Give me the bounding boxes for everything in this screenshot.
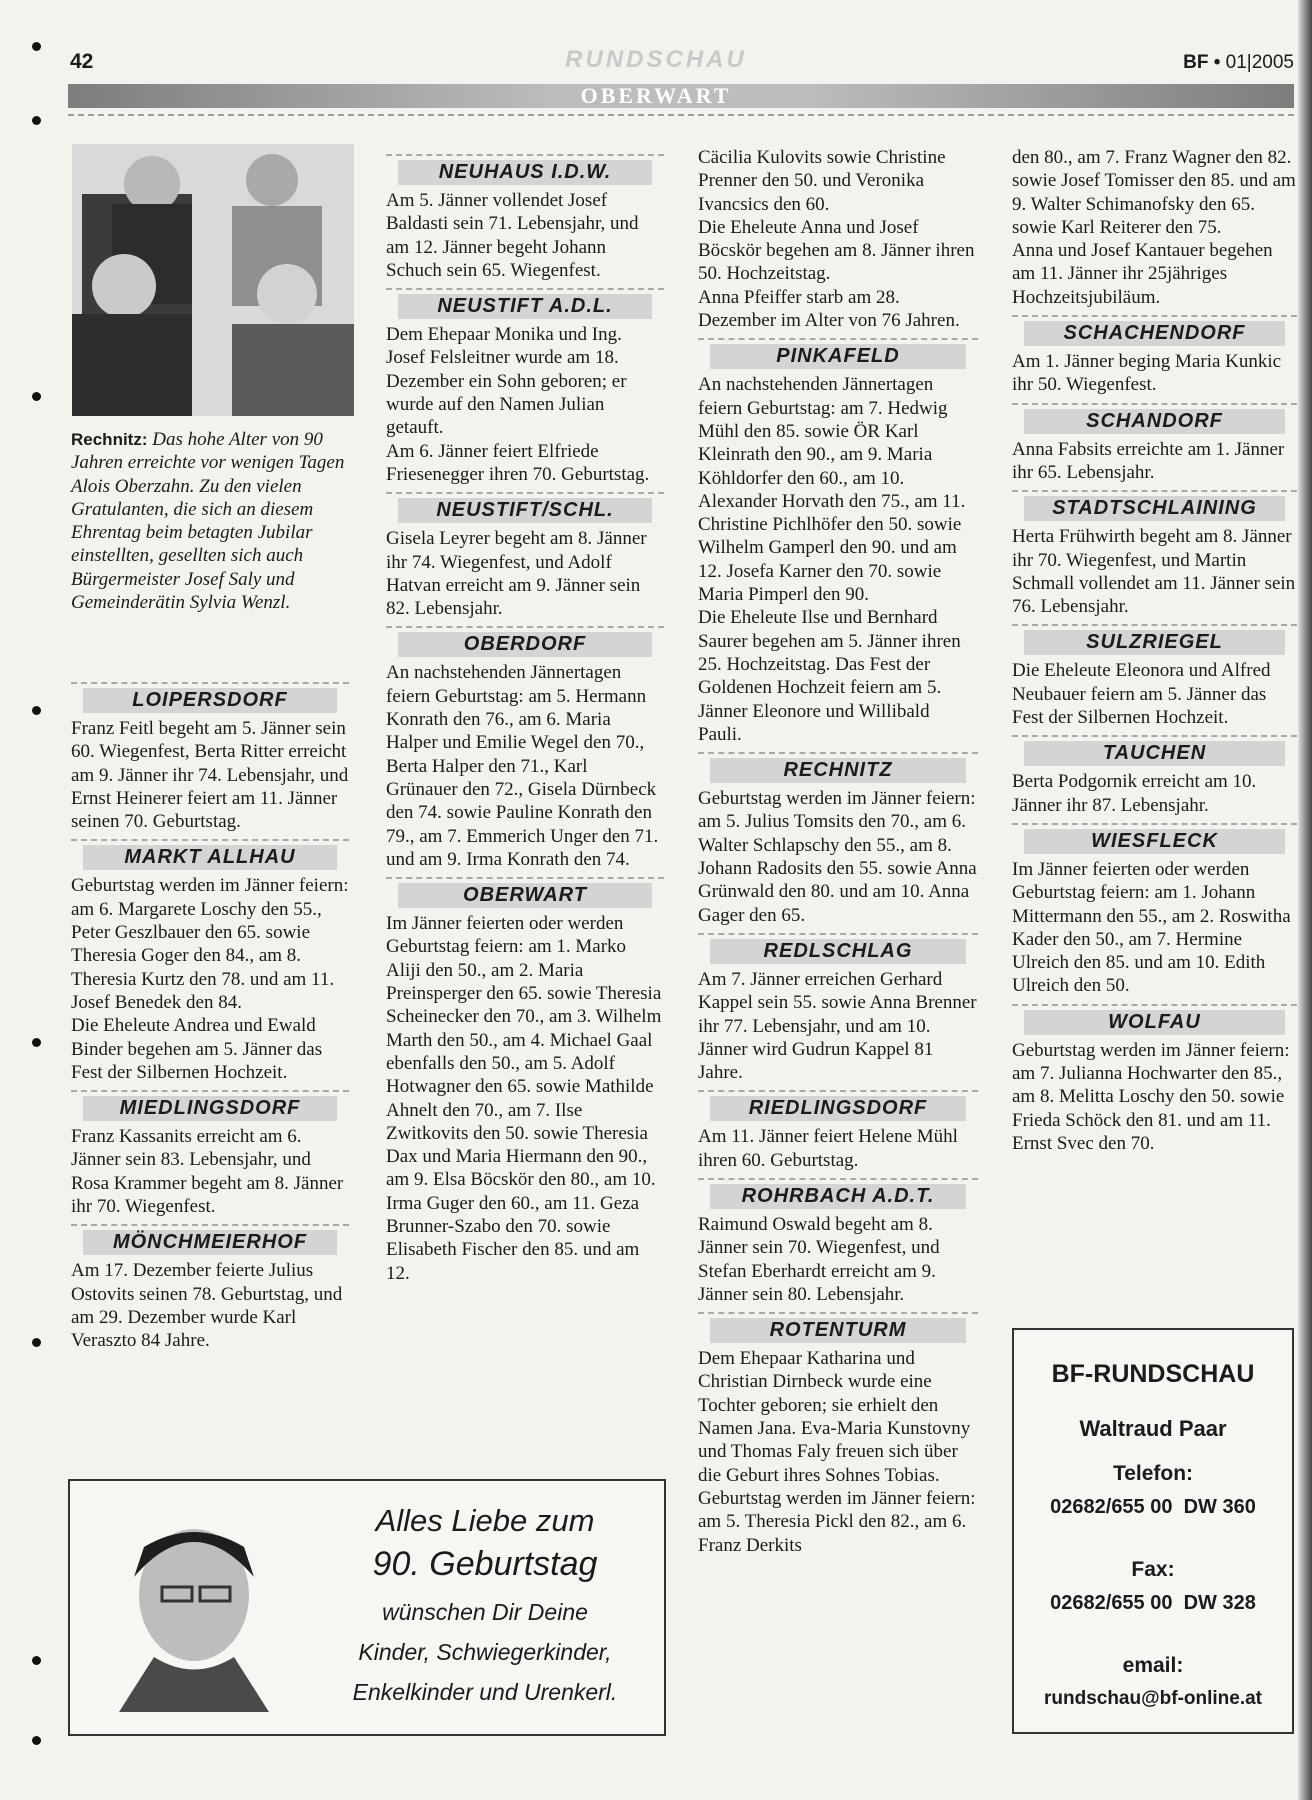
- heading-rule: [1012, 823, 1297, 825]
- heading-rule: [386, 288, 664, 290]
- place-heading: MIEDLINGSDORF: [83, 1096, 337, 1121]
- place-heading: STADTSCHLAINING: [1024, 496, 1285, 521]
- announcement-text: Die Eheleute Eleonora und Alfred Neubauer feiern am 5. Jänner das Fest der Silbernen Hochzeit.: [1012, 660, 1271, 729]
- column-2: [386, 148, 664, 1285]
- binding-hole: [32, 116, 41, 125]
- place-heading: RIEDLINGSDORF: [710, 1096, 966, 1121]
- place-heading: WIESFLECK: [1024, 829, 1285, 854]
- section-heading: [1012, 624, 1297, 655]
- heading-rule: [698, 1090, 978, 1092]
- email-address[interactable]: rundschau@bf-online.at: [1043, 1688, 1263, 1709]
- email-label: email:: [1122, 1654, 1184, 1677]
- announcement-text: Raimund Oswald begeht am 8. Jänner sein 70. Wiegenfest, und Stefan Eberhardt erreicht am 9. Jänner sein 80. Lebensjahr.: [698, 1213, 940, 1305]
- section-heading: [698, 1312, 978, 1343]
- announcement-text: Gisela Leyrer begeht am 8. Jänner ihr 74. Wiegenfest, und Adolf Hatvan erreicht am 9. Jänner sein 82. Lebensjahr.: [386, 528, 647, 620]
- heading-rule: [386, 154, 664, 156]
- publication-kicker: RUNDSCHAU: [565, 46, 747, 73]
- page-edge-shadow: [1298, 0, 1312, 1800]
- section-heading: [386, 626, 664, 657]
- heading-rule: [1012, 315, 1297, 317]
- section-heading: [1012, 823, 1297, 854]
- place-heading: ROTENTURM: [710, 1318, 966, 1343]
- column-3: [698, 146, 978, 1557]
- heading-rule: [71, 1090, 349, 1092]
- section-title: OBERWART: [580, 83, 732, 108]
- binding-hole: [32, 1736, 41, 1745]
- binding-hole: [32, 1038, 41, 1047]
- column-1: [71, 676, 349, 1353]
- fax-label: Fax:: [1131, 1558, 1175, 1581]
- section-heading: [1012, 735, 1297, 766]
- announcement-text: Herta Frühwirth begeht am 8. Jänner ihr 70. Wiegenfest, und Martin Schmall vollendet am 11. Jänner sein 76. Lebensjahr.: [1012, 526, 1296, 618]
- announcement-text: den 80., am 7. Franz Wagner den 82. sowie Josef Tomisser den 85. und am 9. Walter Schimanofsky den 65. sowie Karl Reiterer den 75. Anna und Josef Kantauer begehen am 11. Jänner ihr 25jähriges Hochzeitsjubiläum.: [1012, 147, 1296, 308]
- announcement-text: Im Jänner feierten oder werden Geburtstag feiern: am 1. Johann Mittermann den 55., am 2. Roswitha Kader den 50., am 7. Hermine Ulreich den 85. und am 10. Edith Ulreich den 50.: [1012, 858, 1291, 997]
- section-heading: [386, 877, 664, 908]
- section-heading: [71, 1090, 349, 1121]
- announcement-text: Berta Podgornik erreicht am 10. Jänner ihr 87. Lebensjahr.: [1012, 771, 1257, 816]
- page-number: 42: [70, 50, 94, 73]
- greeting-line-1: Alles Liebe zum: [375, 1503, 595, 1538]
- announcement-text: Am 7. Jänner erreichen Gerhard Kappel sein 55. sowie Anna Brenner ihr 77. Lebensjahr, und am 10. Jänner wird Gudrun Kappel 81 Jahre.: [698, 968, 977, 1084]
- place-heading: RECHNITZ: [710, 758, 966, 783]
- announcement-text: Cäcilia Kulovits sowie Christine Prenner den 50. und Veronika Ivancsics den 60. Die Eheleute Anna und Josef Böcskör begehen am 8. Jänner ihren 50. Hochzeitstag. Anna Pfeiffer starb am 28. Dezember im Alter von 76 Jahren.: [698, 147, 975, 332]
- heading-rule: [71, 1224, 349, 1226]
- section-heading: [1012, 403, 1297, 434]
- section-heading: [698, 1090, 978, 1121]
- photo-caption: Rechnitz: Das hohe Alter von 90 Jahren erreichte vor wenigen Tagen Alois Oberzahn. Zu den vielen Gratulanten, die sich an diesem Ehrentag beim betagten Jubilar einstellten, gesellten sich auch Bürgermeister Josef Saly und Gemeinderätin Sylvia Wenzl.: [71, 429, 345, 614]
- section-heading: [698, 338, 978, 369]
- heading-rule: [1012, 735, 1297, 737]
- place-heading: SCHACHENDORF: [1024, 321, 1285, 346]
- column-4: [1012, 146, 1297, 1155]
- contact-box: [1012, 1328, 1294, 1734]
- binding-hole: [32, 706, 41, 715]
- header-divider: [68, 114, 1294, 116]
- place-heading: SULZRIEGEL: [1024, 630, 1285, 655]
- section-heading: [71, 682, 349, 713]
- heading-rule: [386, 492, 664, 494]
- place-heading: WOLFAU: [1024, 1010, 1285, 1035]
- issue-label: BF • 01|2005: [1183, 52, 1294, 73]
- fax-number: 02682/655 00 DW 328: [1050, 1592, 1256, 1614]
- section-heading: [386, 154, 664, 185]
- heading-rule: [698, 752, 978, 754]
- heading-rule: [386, 626, 664, 628]
- place-heading: NEUHAUS I.D.W.: [398, 160, 652, 185]
- birthday-greeting-ad: [68, 1479, 666, 1736]
- place-heading: REDLSCHLAG: [710, 939, 966, 964]
- section-heading: [1012, 1004, 1297, 1035]
- place-heading: TAUCHEN: [1024, 741, 1285, 766]
- place-heading: NEUSTIFT A.D.L.: [398, 294, 652, 319]
- heading-rule: [1012, 1004, 1297, 1006]
- announcement-text: Geburtstag werden im Jänner feiern: am 7. Julianna Hochwarter den 85., am 8. Melitta Loschy den 50. sowie Frieda Schöck den 81. und am 11. Ernst Svec den 70.: [1012, 1039, 1290, 1154]
- section-heading: [71, 839, 349, 870]
- announcement-text: Franz Kassanits erreicht am 6. Jänner sein 83. Lebensjahr, und Rosa Krammer begeht am 8. Jänner ihr 70. Wiegenfest.: [71, 1126, 344, 1218]
- section-heading: [1012, 490, 1297, 521]
- place-heading: OBERWART: [398, 883, 652, 908]
- section-heading: [71, 1224, 349, 1255]
- contact-title: BF-RUNDSCHAU: [1051, 1360, 1255, 1388]
- group-photo: [72, 144, 354, 416]
- portrait-photo: [94, 1507, 299, 1712]
- announcement-text: Im Jänner feierten oder werden Geburtstag feiern: am 1. Marko Aliji den 50., am 2. Maria Preinsperger den 65. sowie Theresia Scheinecker den 70., am 3. Wilhelm Marth den 50., am 4. Michael Gaal ebenfalls den 50., am 5. Adolf Hotwagner den 65. sowie Mathilde Ahnelt den 70., am 7. Ilse Zwitkovits den 50. sowie Theresia Dax und Maria Hiermann den 90., am 9. Elsa Böcskör den 80., am 10. Irma Guger den 60., am 11. Geza Brunner-Szabo den 70. sowie Elisabeth Fischer den 85. und am 12.: [386, 913, 662, 1284]
- section-heading: [1012, 315, 1297, 346]
- heading-rule: [1012, 403, 1297, 405]
- place-heading: OBERDORF: [398, 632, 652, 657]
- heading-rule: [698, 933, 978, 935]
- contact-name: Waltraud Paar: [1079, 1416, 1227, 1441]
- announcement-text: Am 5. Jänner vollendet Josef Baldasti sein 71. Lebensjahr, und am 12. Jänner begeht Johann Schuch sein 65. Wiegenfest.: [386, 190, 639, 281]
- greeting-line-4: Kinder, Schwiegerkinder,: [358, 1639, 612, 1665]
- binding-hole: [32, 1338, 41, 1347]
- heading-rule: [71, 682, 349, 684]
- phone-number: 02682/655 00 DW 360: [1050, 1496, 1256, 1518]
- place-heading: LOIPERSDORF: [83, 688, 337, 713]
- binding-hole: [32, 392, 41, 401]
- place-heading: MÖNCHMEIERHOF: [83, 1230, 337, 1255]
- heading-rule: [71, 839, 349, 841]
- binding-hole: [32, 1656, 41, 1665]
- announcement-text: Am 17. Dezember feierte Julius Ostovits seinen 78. Geburtstag, und am 29. Dezember wurde Karl Veraszto 84 Jahre.: [71, 1260, 343, 1352]
- announcement-text: Dem Ehepaar Monika und Ing. Josef Felsleitner wurde am 18. Dezember ein Sohn geboren; er wurde auf den Namen Julian getauft. Am 6. Jänner feiert Elfriede Friesenegger ihren 70. Geburtstag.: [386, 324, 650, 485]
- announcement-text: An nachstehenden Jännertagen feiern Geburtstag: am 5. Hermann Konrath den 76., am 6. Maria Halper und Emilie Wegel den 70., Berta Halper den 71., Karl Grünauer den 72., Gisela Dürnbeck den 74. sowie Pauline Konrath den 79., am 7. Emmerich Unger den 71. und am 9. Irma Konrath den 74.: [386, 662, 659, 870]
- section-heading: [698, 933, 978, 964]
- section-heading: [698, 752, 978, 783]
- heading-rule: [1012, 624, 1297, 626]
- heading-rule: [698, 1178, 978, 1180]
- heading-rule: [698, 1312, 978, 1314]
- section-heading: [698, 1178, 978, 1209]
- announcement-text: Geburtstag werden im Jänner feiern: am 5. Julius Tomsits den 70., am 6. Walter Schlapschy den 55., am 8. Johann Radosits den 55. sowie Anna Grünwald den 80. und am 10. Anna Gager den 65.: [698, 788, 977, 926]
- heading-rule: [1012, 490, 1297, 492]
- heading-rule: [698, 338, 978, 340]
- announcement-text: Anna Fabsits erreichte am 1. Jänner ihr 65. Lebensjahr.: [1012, 438, 1285, 483]
- section-heading: [386, 288, 664, 319]
- heading-rule: [386, 877, 664, 879]
- announcement-text: Dem Ehepaar Katharina und Christian Dirnbeck wurde eine Tochter geboren; sie erhielt den Namen Jana. Eva-Maria Kunstovny und Thomas Faly freuen sich über die Geburt ihres Sohnes Tobias. Geburtstag werden im Jänner feiern: am 5. Theresia Pickl den 82., am 6. Franz Derkits: [698, 1348, 976, 1556]
- greeting-line-3: wünschen Dir Deine: [382, 1599, 588, 1625]
- announcement-text: Am 11. Jänner feiert Helene Mühl ihren 60. Geburtstag.: [698, 1126, 958, 1171]
- place-heading: PINKAFELD: [710, 344, 966, 369]
- greeting-line-2: 90. Geburtstag: [372, 1545, 598, 1583]
- greeting-line-5: Enkelkinder und Urenkerl.: [352, 1679, 618, 1705]
- place-heading: NEUSTIFT/SCHL.: [398, 498, 652, 523]
- announcement-text: Am 1. Jänner beging Maria Kunkic ihr 50. Wiegenfest.: [1012, 351, 1282, 396]
- phone-label: Telefon:: [1112, 1462, 1194, 1485]
- place-heading: ROHRBACH A.D.T.: [710, 1184, 966, 1209]
- place-heading: SCHANDORF: [1024, 409, 1285, 434]
- announcement-text: An nachstehenden Jännertagen feiern Geburtstag: am 7. Hedwig Mühl den 85. sowie ÖR Karl Kleinrath den 90., am 9. Maria Köhldorfer den 60., am 10. Alexander Horvath den 75., am 11. Christine Pichlhöfer den 50. sowie Wilhelm Gamperl den 90. und am 12. Josefa Karner den 70. sowie Maria Pimperl den 90. Die Eheleute Ilse und Bernhard Saurer begehen am 5. Jänner ihren 25. Hochzeitstag. Das Fest der Goldenen Hochzeit feiern am 5. Jänner Eleonore und Willibald Pauli.: [698, 374, 966, 745]
- announcement-text: Franz Feitl begeht am 5. Jänner sein 60. Wiegenfest, Berta Ritter erreicht am 9. Jänner ihr 74. Lebensjahr, und Ernst Heinerer feiert am 11. Jänner seinen 70. Geburtstag.: [71, 718, 349, 833]
- announcement-text: Geburtstag werden im Jänner feiern: am 6. Margarete Loschy den 55., Peter Geszlbauer den 65. sowie Theresia Goger den 84., am 8. Theresia Kurtz den 78. und am 11. Josef Benedek den 84. Die Eheleute Andrea und Ewald Binder begehen am 5. Jänner das Fest der Silbernen Hochzeit.: [71, 875, 349, 1083]
- section-heading: [386, 492, 664, 523]
- place-heading: MARKT ALLHAU: [83, 845, 337, 870]
